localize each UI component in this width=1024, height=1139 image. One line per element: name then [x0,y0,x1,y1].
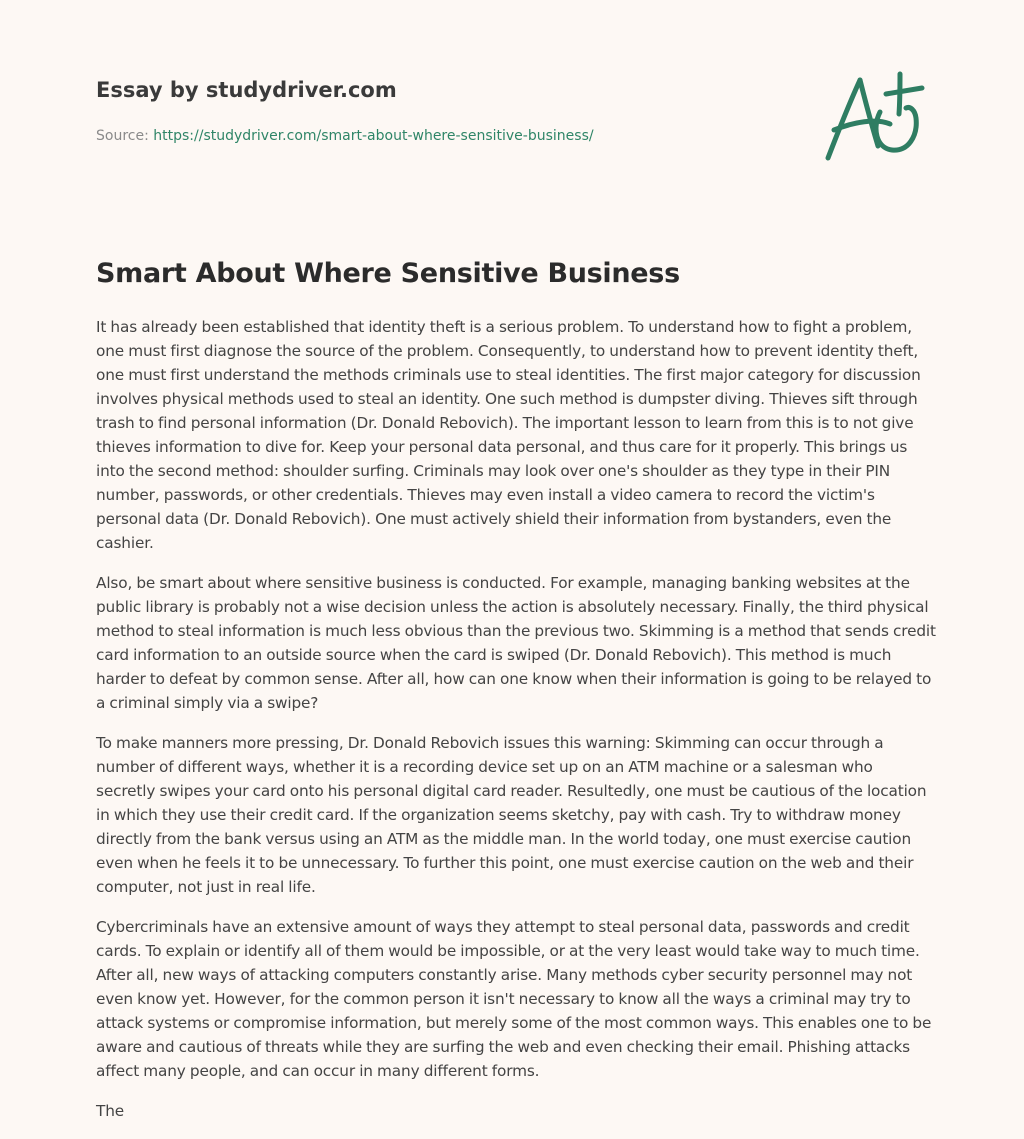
page-header [96,76,796,146]
source-line [96,126,796,146]
paragraph: Also, be smart about where sensitive business is conducted. For example, managing banking websites at the public library is probably not a wise decision unless the action is absolutely necessary. Finally, the third physical method to steal information is much less obvious than the previous two. Skimming is a method that sends credit card information to an outside source when the card is swiped (Dr. Donald Rebovich). This method is much harder to defeat by common sense. After all, how can one know when their information is going to be relayed to a criminal simply via a swipe? [96,574,936,712]
paragraph: It has already been established that identity theft is a serious problem. To understand how to fight a problem, one must first diagnose the source of the problem. Consequently, to understand how to prevent identity theft, one must first understand the methods criminals use to steal identities. The first major category for discussion involves physical methods used to steal an identity. One such method is dumpster diving. Thieves sift through trash to find personal information (Dr. Donald Rebovich). The important lesson to learn from this is to not give thieves information to dive for. Keep your personal data personal, and thus care for it properly. This brings us into the second method: shoulder surfing. Criminals may look over one's shoulder as they type in their PIN number, passwords, or other credentials. Thieves may even install a video camera to record the victim's personal data (Dr. Donald Rebovich). One must actively shield their information from bystanders, even the cashier. [96,318,921,552]
a-plus-logo-icon [820,66,932,166]
article-title: Smart About Where Sensitive Business [96,258,680,289]
paragraph: The [96,1102,125,1120]
source-link[interactable]: https://studydriver.com/smart-about-where-sensitive-business/ [153,128,594,144]
paragraph: Cybercriminals have an extensive amount of ways they attempt to steal personal data, passwords and credit cards. To explain or identify all of them would be impossible, or at the very least would take way to much time. After all, new ways of attacking computers constantly arise. Many methods cyber security personnel may not even know yet. However, for the common person it isn't necessary to know all the ways a criminal may try to attack systems or compromise information, but merely some of the most common ways. This enables one to be aware and cautious of threats while they are surfing the web and even checking their email. Phishing attacks affect many people, and can occur in many different forms. [96,918,932,1080]
source-label: Source: [96,128,149,144]
article-body [96,315,936,1139]
brand-title: Essay by studydriver.com [96,78,397,102]
paragraph: To make manners more pressing, Dr. Donald Rebovich issues this warning: Skimming can occur through a number of different ways, whether it is a recording device set up on an ATM machine or a salesman who secretly swipes your card onto his personal digital card reader. Resultedly, one must be cautious of the location in which they use their credit card. If the organization seems sketchy, pay with cash. Try to withdraw money directly from the bank versus using an ATM as the middle man. In the world today, one must exercise caution even when he feels it to be unnecessary. To further this point, one must exercise caution on the web and their computer, not just in real life. [96,734,927,896]
